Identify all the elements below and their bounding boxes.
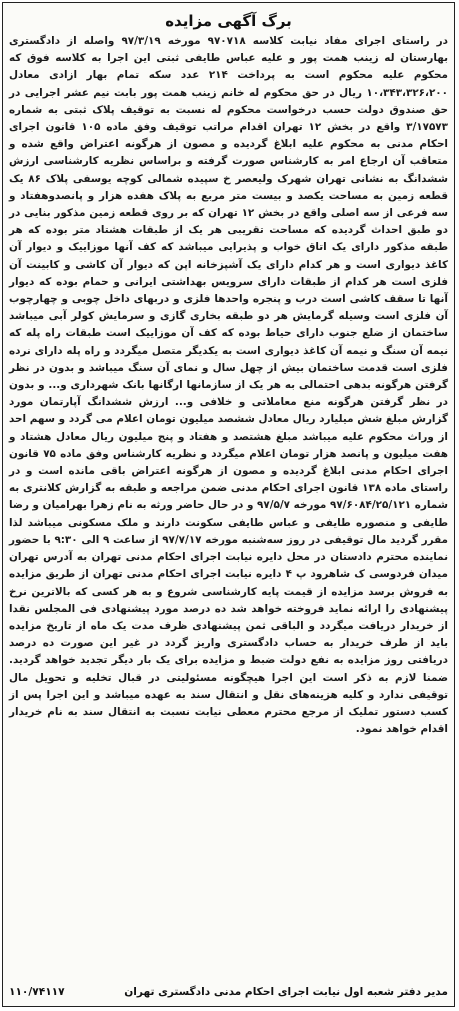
notice-code: ۱۱۰/۷۴۱۱۷ xyxy=(9,986,65,998)
notice-footer xyxy=(9,982,448,1002)
notice-title: برگ آگهی مزایده xyxy=(165,12,292,30)
notice-body: در راستای اجرای مفاد نیابت کلاسه ۹۷۰۷۱۸ مورخه ۹۷/۳/۱۹ واصله از دادگستری بهارستان له زینب همت پور و علیه عباس طایفی ثبتی این اجرا به کلاسه فوق که محکوم علیه محکوم است به پرداخت ۲۱۴ عدد سکه تمام بهار ازادی معادل ۱۰،۳۴۳،۳۲۶،۲۰۰ ریال در حق محکوم له خانم زینب همت پور بابت نیم عشر اجرایی در حق صندوق دولت حسب درخواست محکوم له نسبت به توقیف پلاک ثبتی به شماره ۳/۱۷۵۷۳ واقع در بخش ۱۲ تهران اقدام مراتب توقیف وفق ماده ۱۰۵ قانون اجرای احکام مدنی به محکوم علیه ابلاغ گردیده و مصون از هرگونه اعتراض واقع شده و متعاقب آن ارجاع امر به کارشناس صورت گرفته و براساس نظریه کارشناسی ارزش ششدانگ به نشانی تهران شهرک ولیعصر خ سپیده شمالی کوچه یوسفی پلاک ۸۶ یک قطعه زمین به مساحت یکصد و بیست متر مربع به پلاک هفده هزار و پانصدوهفتاد و سه فرعی از سه اصلی واقع در بخش ۱۲ تهران که بر روی قطعه زمین مذکور بنایی در دو طبق احداث گردیده که مساحت تقریبی هر یک از طبقات هشتاد متر بوده که هر طبقه مذکور دارای یک اتاق خواب و پذیرایی میباشد که کف آنها موزاییک و دیوار آن کاغذ دیواری است و هر کدام دارای یک آشپزخانه اپن که دیوار آن کاشی و کابینت آن فلزی است هر کدام از طبقات دارای سرویس بهداشتی ایرانی و حمام بوده که دیوار آنها تا سقف کاشی است درب و پنجره واحدها فلزی و دربهای داخل چوبی و چهارچوب آن فلزی است وسیله گرمایش هر دو طبقه بخاری گازی و سرمایش کولر آبی میباشد ساختمان از ضلع جنوب دارای حیاط بوده که کف آن موزاییک است طبقات راه پله که نیمه آن سنگ و نیمه آن کاغذ دیواری است به یکدیگر متصل میگردد و راه پله دارای نرده فلزی است قدمت ساختمان بیش از چهل سال و نمای آن سنگ میباشد و بدون در نظر گرفتن هرگونه بدهی احتمالی به هر یک از سازمانها ارگانها بانک شهرداری و... و بدون در نظر گرفتن هرگونه منع معاملاتی و خلافی و... ارزش ششدانگ آپارتمان مورد گزارش مبلغ شش میلیارد ریال معادل ششصد میلیون تومان اعلام می گردد و سهم احد از وراث محکوم علیه میباشد مبلغ هشتصد و هفتاد و پنج میلیون ریال معادل هشتاد و هفت میلیون و پانصد هزار تومان اعلام میگردد و نظریه کارشناس وفق ماده ۷۵ قانون اجرای احکام مدنی ابلاغ گردیده و مصون از هرگونه اعتراض باقی مانده است و در راستای ماده ۱۳۸ قانون اجرای احکام مدنی ضمن مراجعه و طبقه به گزارش کلانتری به شماره ۹۷/۶۰۸۴/۲۵/۱۲۱ مورخه ۹۷/۵/۷ و در حال حاضر ورثه به نام زهرا بهرامیان و رضا طایفی و منصوره طایفی و عباس طایفی سکونت دارند و ملک مسکونی میباشد لذا مقرر گردید مال توقیفی در روز سه‌شنبه مورخه ۹۷/۷/۱۷ از ساعت ۹ الی ۹:۳۰ با حضور نماینده محترم دادستان در محل دایره نیابت اجرای احکام مدنی تهران به آدرس تهران میدان فردوسی ک شاهرود پ ۴ دایره نیابت اجرای احکام مدنی تهران از طریق مزایده به فروش برسد مزایده از قیمت پایه کارشناسی شروع و به هر کسی که بالاترین نرخ پیشنهادی را ارائه نماید فروخته خواهد شد ده درصد مورد پیشنهادی فی المجلس نقدا از خریدار دریافت میگردد و الباقی ثمن پیشنهادی ظرف مدت یک ماه از تاریخ مزایده باید از طرف خریدار به حساب دادگستری واریز گردد در غیر این صورت ده درصد دریافتی روز مزایده به نفع دولت ضبط و مزایده برای یک بار دیگر تجدید خواهد گردید. ضمنا لازم به ذکر است این اجرا هیچگونه مسئولیتی در قبال تخلیه و تحویل مال توقیفی ندارد و کلیه هزینه‌های نقل و انتقال سند به عهده میباشد و این اجرا پس از کسب دستور تملیک از مرجع محترم معطی نیابت نسبت به انتقال سند به نام خریدار اقدام خواهد نمود. xyxy=(9,35,449,736)
signature-line: مدیر دفتر شعبه اول نیابت اجرای احکام مدنی دادگستری تهران xyxy=(124,986,448,998)
auction-notice xyxy=(2,2,455,1007)
